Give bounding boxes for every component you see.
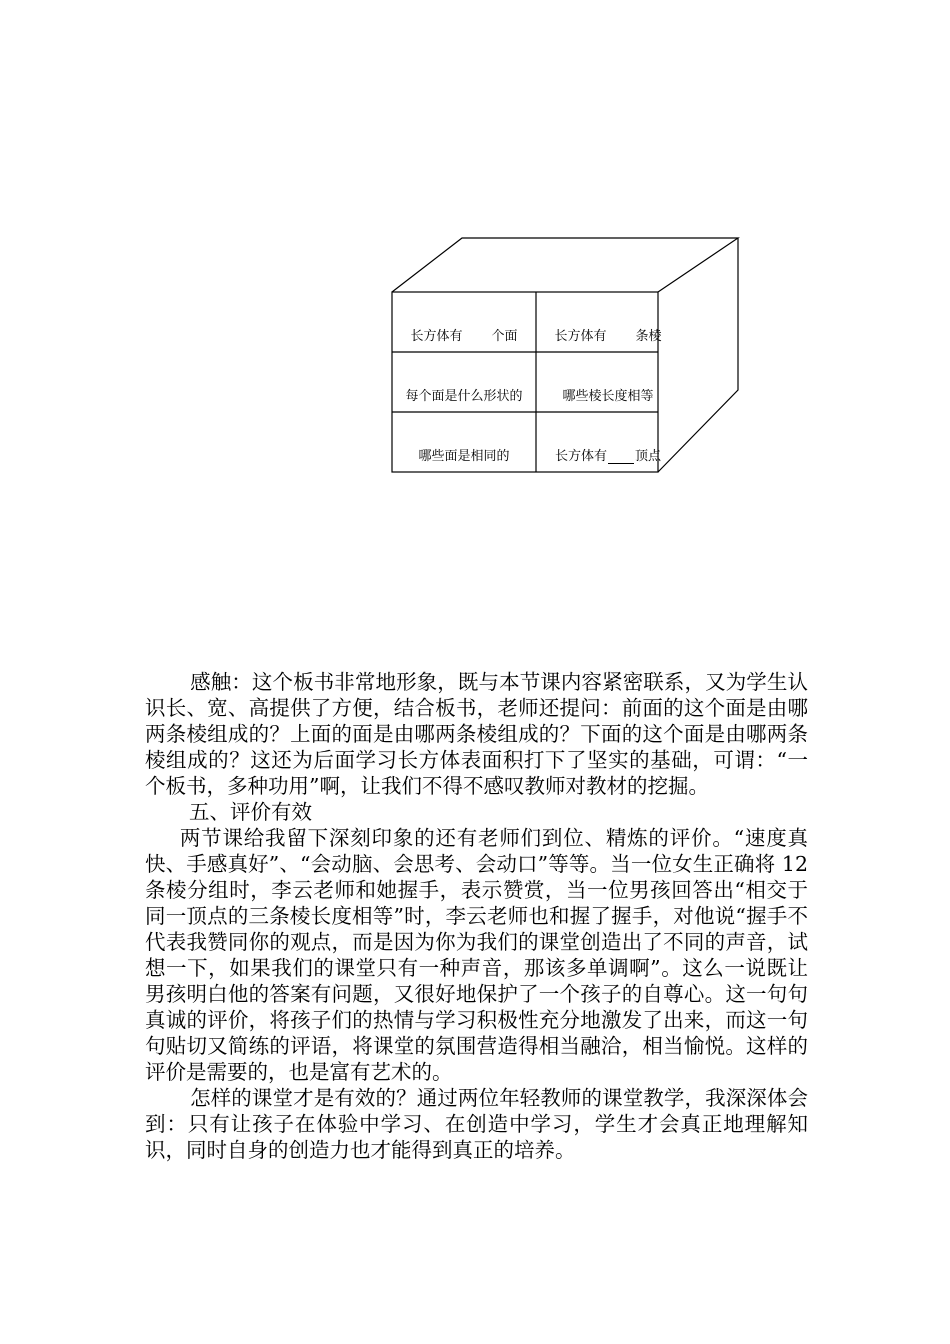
cell-gap: [463, 329, 492, 344]
cell-text: 长方体有: [410, 329, 463, 344]
cell-same-faces: [392, 412, 536, 472]
cell-vertex-count: [536, 412, 680, 472]
article-body: [145, 669, 808, 1163]
cell-equal-edges: [536, 352, 680, 412]
reflection-paragraph: 感触：这个板书非常地形象，既与本节课内容紧密联系，又为学生认识长、宽、高提供了方便，结合板书，老师还提问：前面的这个面是由哪两条棱组成的？上面的面是由哪两条棱组成的？下面的这个面是由哪两条棱组成的？这还为后面学习长方体表面积打下了坚实的基础，可谓：“一个板书，多种功用”啊，让我们不得不感叹教师对教材的挖掘。: [145, 670, 808, 798]
cell-text: 条棱: [635, 329, 662, 344]
cell-gap: [607, 329, 636, 344]
fill-blank: [608, 451, 634, 464]
conclusion-paragraph: 怎样的课堂才是有效的？通过两位年轻教师的课堂教学，我深深体会到：只有让孩子在体验中学习、在创造中学习，学生才会真正地理解知识，同时自身的创造力也才能得到真正的培养。: [145, 1086, 808, 1162]
cell-text: 哪些棱长度相等: [562, 389, 654, 404]
cell-text: 长方体有: [554, 329, 607, 344]
cell-text: 长方体有: [554, 449, 607, 464]
cell-text: 哪些面是相同的: [418, 449, 510, 464]
evaluation-paragraph: 两节课给我留下深刻印象的还有老师们到位、精炼的评价。“速度真快、手感真好”、“会动脑、会思考、会动口”等等。当一位女生正确将 12 条棱分组时，李云老师和她握手，表示赞赏，当一位男孩回答出“相交于同一顶点的三条棱长度相等”时，李云老师也和握了握手，对他说“握手不代表我赞同你的观点，而是因为你为我们的课堂创造出了不同的声音，试想一下，如果我们的课堂只有一种声音，那该多单调啊”。这么一说既让男孩明白他的答案有问题，又很好地保护了一个孩子的自尊心。这一句句真诚的评价，将孩子们的热情与学习积极性充分地激发了出来，而这一句句贴切又简练的评语，将课堂的氛围营造得相当融洽，相当愉悦。这样的评价是需要的，也是富有艺术的。: [145, 826, 808, 1084]
section-heading: 五、评价有效: [189, 800, 312, 824]
cell-face-shape: [392, 352, 536, 412]
cell-text: 顶点: [635, 449, 662, 464]
cell-edge-count: [536, 292, 680, 352]
cell-text: 每个面是什么形状的: [405, 389, 523, 404]
cell-text: 个面: [491, 329, 518, 344]
cuboid-board-diagram: [388, 236, 740, 476]
cell-face-count: [392, 292, 536, 352]
